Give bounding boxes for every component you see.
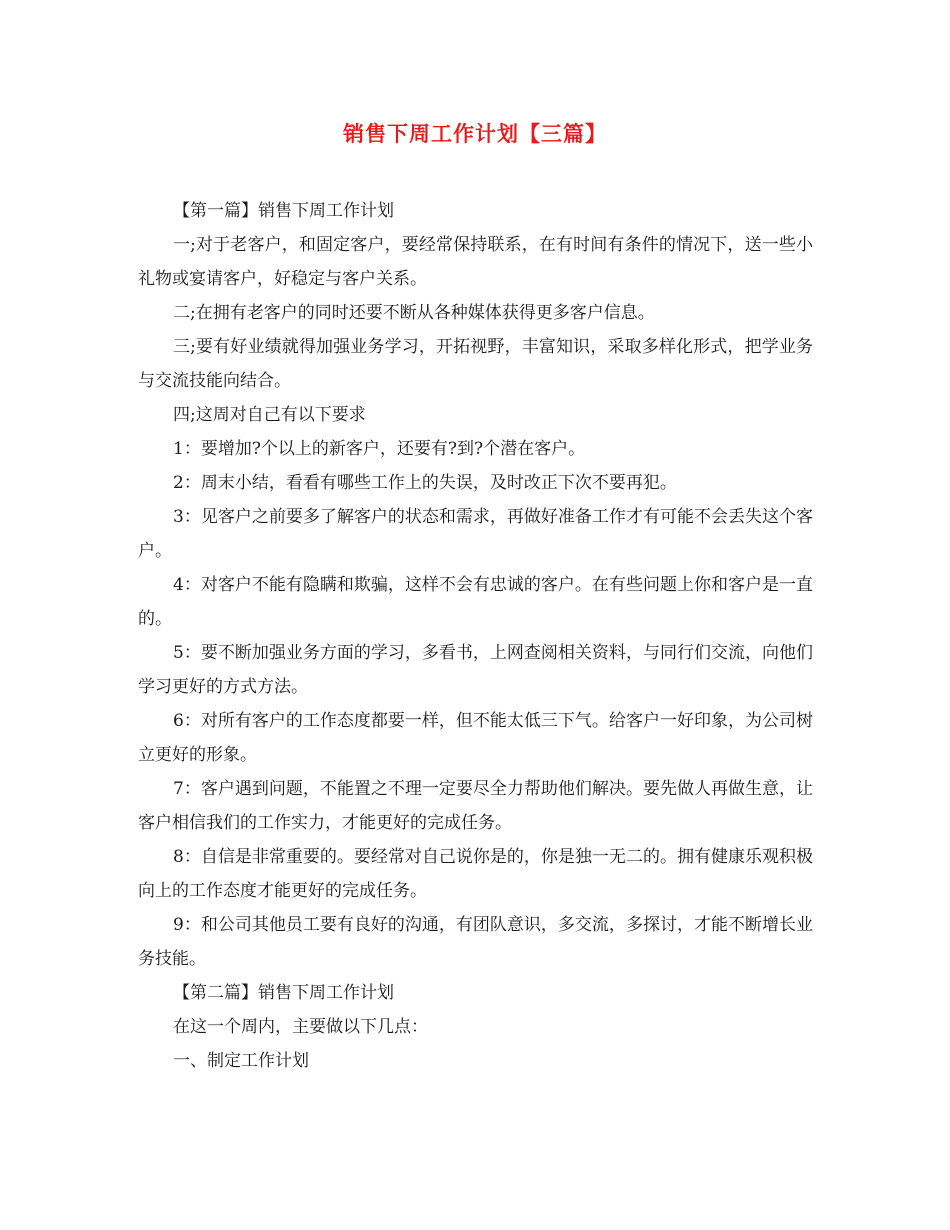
paragraph: 四;这周对自己有以下要求 (173, 405, 366, 425)
document-body (138, 194, 813, 1078)
paragraph: 在这一个周内，主要做以下几点： (173, 1017, 428, 1037)
paragraph: 三;要有好业绩就得加强业务学习，开拓视野，丰富知识，采取多样化形式，把学业务与交流技能向结合。 (138, 337, 813, 391)
list-item: 9：和公司其他员工要有良好的沟通，有团队意识，多交流，多探讨，才能不断增长业务技能。 (138, 915, 813, 969)
section-heading: 【第一篇】销售下周工作计划 (173, 201, 394, 221)
list-item: 3：见客户之前要多了解客户的状态和需求，再做好准备工作才有可能不会丢失这个客户。 (138, 507, 813, 561)
paragraph: 一;对于老客户，和固定客户，要经常保持联系，在有时间有条件的情况下，送一些小礼物或宴请客户，好稳定与客户关系。 (138, 235, 813, 289)
list-item: 1：要增加?个以上的新客户，还要有?到?个潜在客户。 (173, 439, 586, 459)
section-heading: 【第二篇】销售下周工作计划 (173, 983, 394, 1003)
document-title: 销售下周工作计划【三篇】 (343, 121, 607, 146)
paragraph: 一、制定工作计划 (173, 1051, 309, 1071)
list-item: 2：周末小结，看看有哪些工作上的失误，及时改正下次不要再犯。 (173, 473, 677, 493)
list-item: 6：对所有客户的工作态度都要一样，但不能太低三下气。给客户一好印象，为公司树立更好的形象。 (138, 711, 813, 765)
list-item: 5：要不断加强业务方面的学习，多看书，上网查阅相关资料，与同行们交流，向他们学习更好的方式方法。 (138, 643, 813, 697)
paragraph: 二;在拥有老客户的同时还要不断从各种媒体获得更多客户信息。 (173, 303, 655, 323)
list-item: 7：客户遇到问题，不能置之不理一定要尽全力帮助他们解决。要先做人再做生意，让客户相信我们的工作实力，才能更好的完成任务。 (138, 779, 813, 833)
list-item: 8：自信是非常重要的。要经常对自己说你是的，你是独一无二的。拥有健康乐观积极向上的工作态度才能更好的完成任务。 (138, 847, 813, 901)
list-item: 4：对客户不能有隐瞒和欺骗，这样不会有忠诚的客户。在有些问题上你和客户是一直的。 (138, 575, 813, 629)
